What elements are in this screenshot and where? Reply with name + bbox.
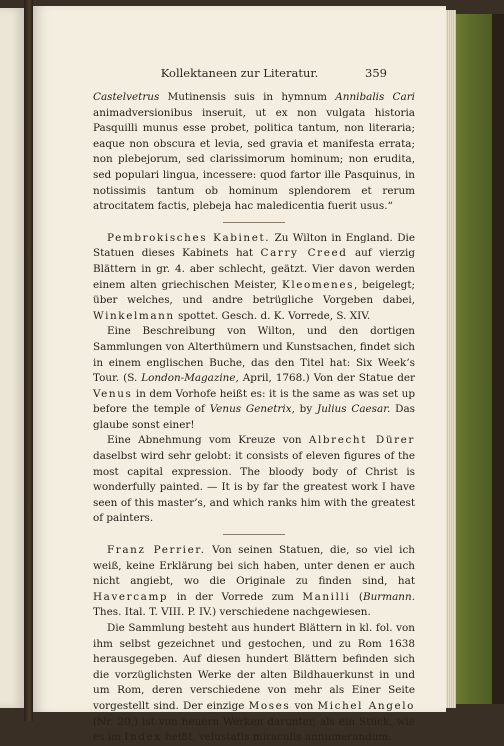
spaced-name: Manilli	[302, 590, 351, 603]
paragraph	[93, 324, 415, 433]
spaced-name: Winkelmann	[93, 309, 175, 322]
spaced-name: Franz Perrier.	[107, 544, 206, 557]
book-cover	[456, 14, 496, 704]
italic-text: Castelvetrus	[93, 91, 160, 103]
paragraph	[93, 433, 415, 527]
text-run: spottet. Gesch. d. K. Vorrede, S. XIV.	[174, 309, 371, 322]
italic-text: Julius Caesar.	[317, 403, 391, 416]
text-run: auf vierzig Blättern in gr. 4. aber schlecht, geätzt. Vier davon werden einem alten griechischen Meister,	[93, 247, 415, 291]
spaced-name: Moses	[248, 699, 291, 712]
spaced-name: Havercamp	[93, 590, 169, 603]
text-run: Mutinensis suis in hymnum	[159, 91, 336, 103]
body-text	[93, 90, 415, 746]
text-run: Eine Beschreibung von Wilton, und den dortigen Sammlungen von Alterthümern und Kunstsachen, findet sich in einem englischen Buche, das den Titel hat: Six Week’s Tour. (S.	[93, 325, 415, 385]
running-title: Kollektaneen zur Literatur.	[160, 66, 319, 80]
spaced-name: Index	[124, 731, 162, 744]
italic-text: London-Magazine,	[141, 372, 239, 385]
facing-page-edge	[0, 8, 25, 708]
book-gutter	[24, 0, 33, 721]
spaced-name: Albrecht Dürer	[308, 434, 415, 447]
spaced-name: Carry Creed	[260, 247, 348, 260]
paragraph	[93, 543, 415, 621]
text-run: (	[350, 590, 363, 603]
spaced-name: Kleomenes	[281, 278, 355, 291]
page-stack-edge	[446, 10, 456, 708]
paragraph	[93, 621, 415, 746]
spaced-name: Michel Angelo	[317, 699, 415, 712]
text-run: (Nr. 20.) ist von neuern Werken darunter, als ein Stück, wie es im	[93, 715, 415, 744]
cover-edge	[492, 14, 504, 704]
text-run: , by	[291, 403, 318, 416]
book-page	[33, 6, 446, 744]
italic-text: Venus Genetrix	[209, 403, 292, 416]
page-number: 359	[365, 66, 387, 80]
italic-text: Annibalis Cari	[335, 91, 415, 103]
text-run: Zu Wilton in England. Die Statuen dieses Kabinets hat	[93, 231, 415, 260]
section-rule	[223, 222, 285, 223]
italic-text: Burmann.	[362, 590, 415, 603]
text-run: daselbst wird sehr gelobt: it consists of eleven figures of the most capital expression. The bloody body of Christ is wonderfully painted. — It is by far the greatest work I have seen of this master’s, and which ranks him with the greatest of painters.	[93, 450, 415, 525]
paragraph	[93, 231, 415, 325]
section-rule	[223, 534, 285, 535]
text-run: Thes. Ital. T. VIII. P. IV.) verschiedene nachgewiesen.	[93, 606, 371, 619]
text-run: animadversionibus inseruit, ut ex non vulgata historia Pasquilli munus esse probet, politica tantum, non literaria; eaque non obscura et levia, sed gravia et manifesta errata; non plebejorum, sed clarissimorum hominum; non erudita, sed populari lingua, incessere: quod fartor ille Pasquinus, in notissimis tantum ob hominum splendorem et rerum atrocitatem factis, plebeja hac maledicentia fuerit usus.“	[93, 106, 415, 213]
text-run: von	[290, 699, 318, 712]
text-run: April, 1768.) Von der Statue der	[238, 372, 415, 385]
text-run: Von seinen Statuen, die, so viel ich weiß, keine Erklärung bei sich haben, unter denen er auch nicht angiebt, wo die Originale zu finden sind, hat	[93, 544, 415, 588]
text-run: Die Sammlung besteht aus hundert Blättern in kl. fol. von ihm selbst gezeichnet und gestochen, und zu Rom 1638 herausgegeben. Auf diesen hundert Blättern befinden sich die vorzüglichsten Werke der alten Bildhauerkunst in und um Rom, deren verschiedene von mehr als Einer Seite vorgestellt sind. Der einzige	[93, 622, 415, 712]
text-run: in der Vorrede zum	[168, 590, 303, 603]
spaced-name: Venus	[93, 387, 133, 400]
text-run: Eine Abnehmung vom Kreuze von	[107, 434, 309, 447]
text-run: heißt, velustatis miraculis annumerandum.	[161, 731, 392, 744]
text-run: in dem Vorhofe heißt es: it is the same as was set up before the temple of	[93, 387, 415, 416]
paragraph	[93, 90, 415, 215]
text-run: Das glaube sonst einer!	[93, 403, 416, 431]
text-run: , beigelegt; über welches, und andre betrügliche Vorgeben dabei,	[93, 278, 415, 307]
spaced-name: Pembrokisches Kabinet.	[107, 231, 271, 244]
